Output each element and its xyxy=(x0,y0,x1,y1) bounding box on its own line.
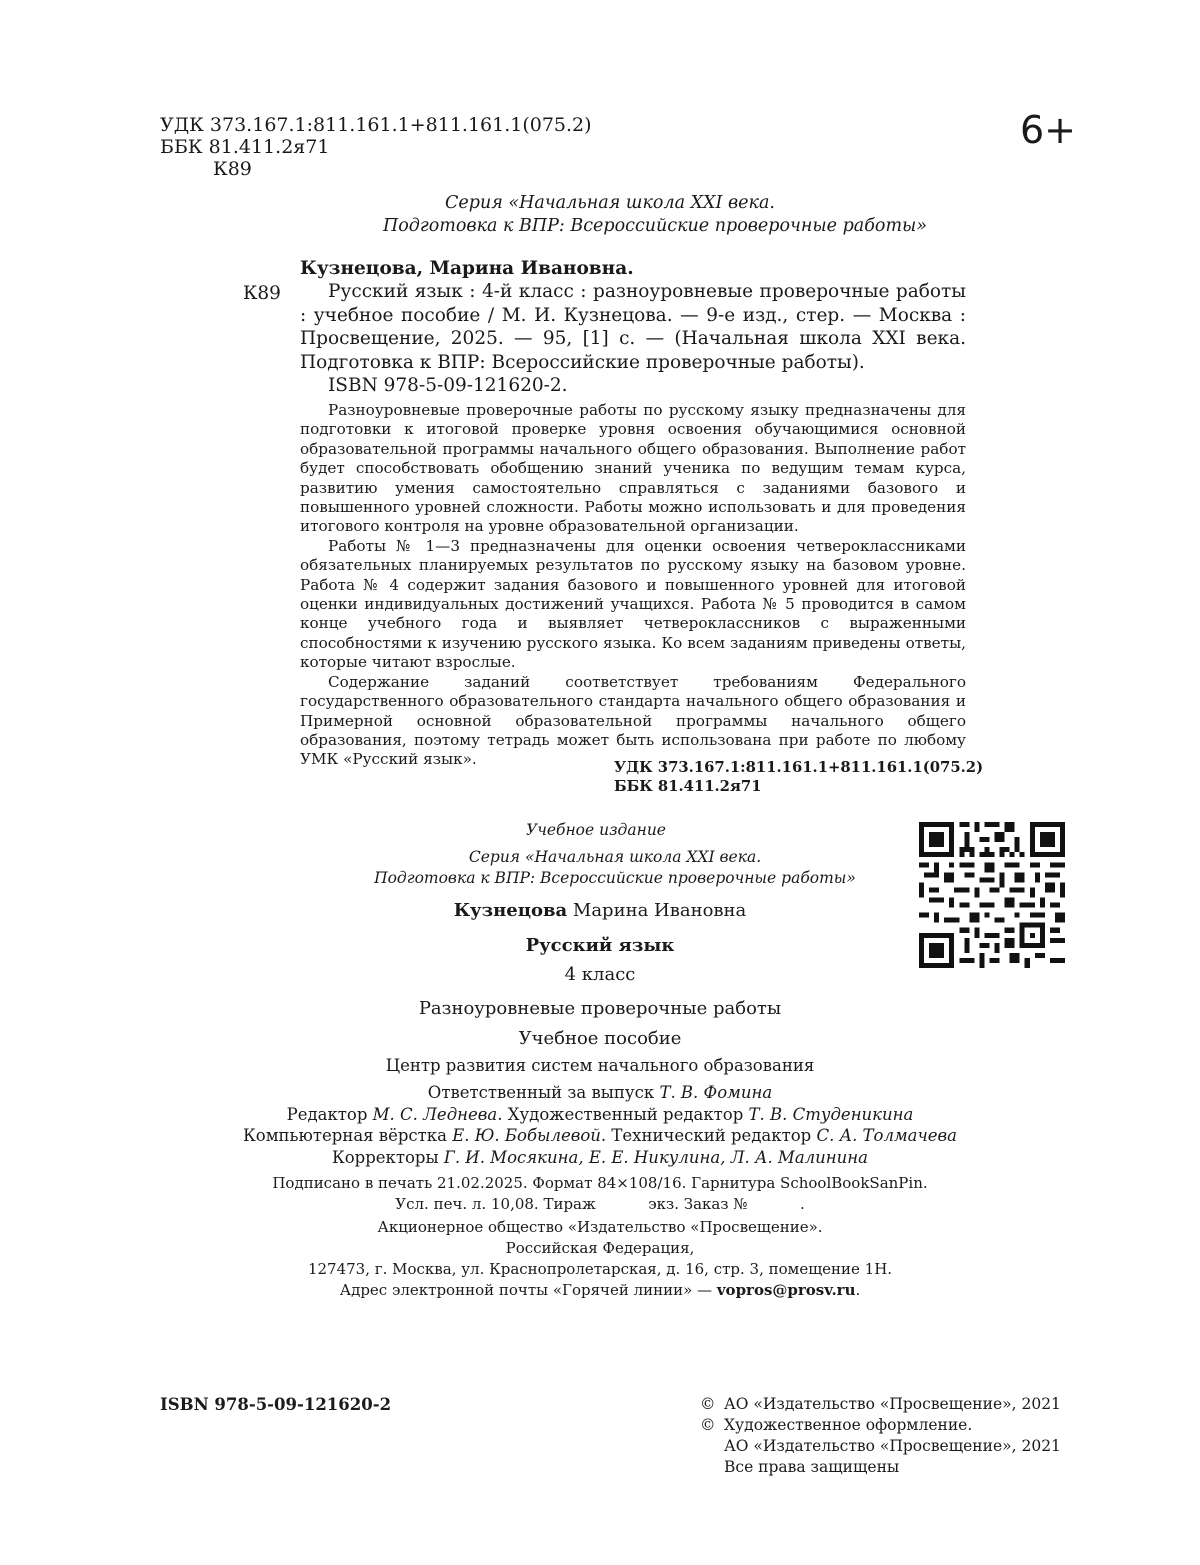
udk-code: УДК 373.167.1:811.161.1+811.161.1(075.2) xyxy=(160,114,592,136)
email-link[interactable]: vopros@prosv.ru xyxy=(716,1281,856,1299)
imprint-series xyxy=(300,847,930,889)
print-info xyxy=(200,1173,1000,1215)
hotline-email: Адрес электронной почты «Горячей линии» — vopros@prosv.ru. xyxy=(339,1281,861,1299)
bbk-code: ББК 81.411.2я71 xyxy=(160,136,330,158)
copyright-icon: © xyxy=(700,1416,716,1434)
imprint-series-line-2: Подготовка к ВПР: Всероссийские проверочные работы» xyxy=(374,869,856,887)
publisher-info xyxy=(200,1217,1000,1280)
publisher-line-1: Акционерное общество «Издательство «Просвещение». xyxy=(377,1218,823,1236)
copyright-line: © Художественное оформление. xyxy=(700,1416,973,1434)
credit-layout: Компьютерная вёрстка Е. Ю. Бобылевой. Технический редактор С. А. Толмачева xyxy=(242,1126,957,1145)
series-line-2: Подготовка к ВПР: Всероссийские проверочные работы» xyxy=(382,216,928,236)
classification-codes xyxy=(614,758,983,796)
author-code: К89 xyxy=(213,158,252,180)
imprint-series-line-1: Серия «Начальная школа XXI века. xyxy=(468,848,762,866)
imprint-manual: Учебное пособие xyxy=(518,1028,682,1049)
bbk-code-bottom: ББК 81.411.2я71 xyxy=(614,778,762,795)
author-name: Марина Ивановна xyxy=(567,900,747,921)
copyright-block xyxy=(700,1394,1061,1478)
annotation-paragraph: Работы № 1—3 предназначены для оценки освоения четвероклассниками обязательных планируемых результатов по русскому языку на базовом уровне. Работа № 4 содержит задания базового и повышенного уровней для итоговой оценки индивидуальных достижений учащихся. Работа № 5 проводится в самом конце учебного года и выявляет четвероклассников с выраженными способностями к изучению русского языка. Ко всем заданиям приведены ответы, которые читают взрослые. xyxy=(300,536,966,672)
series-line-1: Серия «Начальная школа XXI века. xyxy=(445,193,775,213)
publisher-line-2: Российская Федерация, xyxy=(505,1239,695,1257)
copyright-line: АО «Издательство «Просвещение», 2021 xyxy=(724,1437,1061,1455)
udk-block xyxy=(160,114,592,180)
annotation-paragraph: Разноуровневые проверочные работы по русскому языку предназначены для подготовки к итоговой проверке уровня освоения обучающимися основной образовательной программы начального общего образования. Выполнение работ будет способствовать обобщению знаний ученика по ведущим темам курса, развитию умения самостоятельно справляться с заданиями базового и повышенного уровней сложности. Работы можно использовать и для проведения итогового контроля на уровне образовательной организации. xyxy=(300,401,966,536)
bib-isbn: ISBN 978-5-09-121620-2. xyxy=(328,375,568,396)
bib-entry xyxy=(300,280,966,374)
credit-proofreaders: Корректоры Г. И. Мосякина, Е. Е. Никулина, Л. А. Малинина xyxy=(331,1147,869,1167)
footer-isbn: ISBN 978-5-09-121620-2 xyxy=(160,1395,392,1414)
author-surname: Кузнецова xyxy=(453,900,568,921)
imprint-grade: 4 класс xyxy=(564,964,636,985)
imprint-title: Русский язык xyxy=(525,935,675,956)
imprint-type: Разноуровневые проверочные работы xyxy=(418,998,782,1019)
bib-author: Кузнецова, Марина Ивановна. xyxy=(300,258,634,279)
age-rating: 6+ xyxy=(1020,108,1077,152)
series-heading xyxy=(0,192,1200,238)
publisher-line-3: 127473, г. Москва, ул. Краснопролетарская, д. 16, стр. 3, помещение 1Н. xyxy=(307,1260,893,1278)
credit-editors: Редактор М. С. Леднева. Художественный редактор Т. В. Студеникина xyxy=(286,1104,914,1124)
copyright-icon: © xyxy=(700,1395,716,1413)
edition-label: Учебное издание xyxy=(526,821,666,839)
rights-reserved: Все права защищены xyxy=(724,1458,900,1476)
imprint-author xyxy=(200,900,1000,921)
annotation xyxy=(300,401,966,770)
annotation-paragraph: Содержание заданий соответствует требованиям Федерального государственного образовательного стандарта начального общего образования и Примерной основной образовательной программы начального общего образования, поэтому тетрадь может быть использована при работе по любому УМК «Русский язык». xyxy=(300,672,966,769)
print-line-1: Подписано в печать 21.02.2025. Формат 84×108/16. Гарнитура SchoolBookSanPin. xyxy=(272,1174,928,1192)
imprint-center: Центр развития систем начального образования xyxy=(385,1056,815,1075)
bib-entry-text: Русский язык : 4-й класс : разноуровневые проверочные работы : учебное пособие / М. И. Кузнецова. — 9-е изд., стер. — Москва : Просвещение, 2025. — 95, [1] с. — (Начальная школа XXI века. Подготовка к ВПР: Всероссийские проверочные работы). xyxy=(300,281,966,373)
credit-responsible: Ответственный за выпуск Т. В. Фомина xyxy=(427,1083,773,1102)
print-line-2: Усл. печ. л. 10,08. Тираж экз. Заказ № . xyxy=(395,1195,805,1213)
copyright-line: © АО «Издательство «Просвещение», 2021 xyxy=(700,1395,1061,1413)
udk-code-bottom: УДК 373.167.1:811.161.1+811.161.1(075.2) xyxy=(614,759,984,776)
bib-side-code: К89 xyxy=(243,283,281,304)
credits xyxy=(200,1082,1000,1168)
